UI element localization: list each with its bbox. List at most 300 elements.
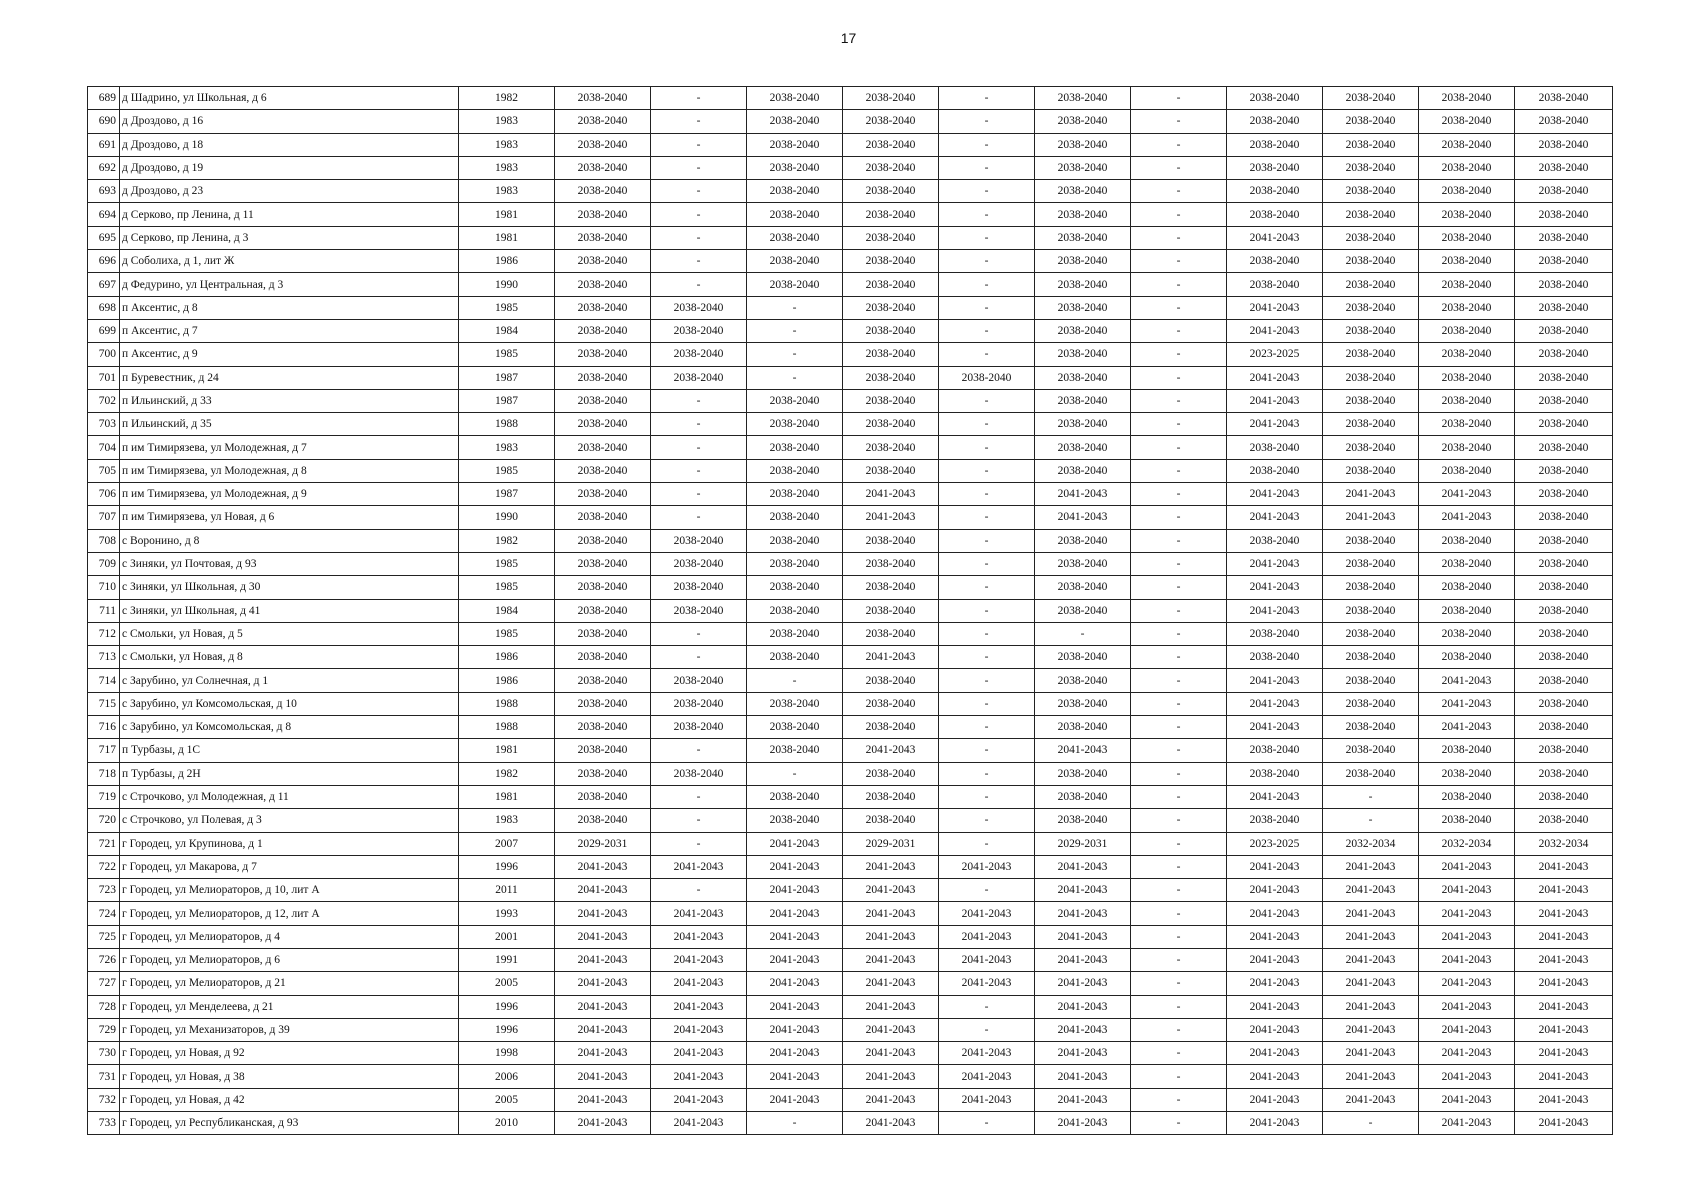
- table-row: [88, 180, 1613, 203]
- row-number-cell: 709: [88, 552, 120, 575]
- year-built-cell: 1983: [459, 436, 555, 459]
- date-col-11-cell: 2038-2040: [1515, 716, 1613, 739]
- date-col-5-cell: -: [939, 622, 1035, 645]
- date-col-4-cell: 2041-2043: [843, 972, 939, 995]
- date-col-2-cell: -: [651, 436, 747, 459]
- date-col-7-cell: -: [1131, 250, 1227, 273]
- date-col-10-cell: 2041-2043: [1419, 902, 1515, 925]
- page-number: 17: [840, 30, 857, 46]
- date-col-3-cell: -: [747, 296, 843, 319]
- address-cell: г Городец, ул Новая, д 38: [120, 1065, 459, 1088]
- date-col-6-cell: 2041-2043: [1035, 925, 1131, 948]
- date-col-4-cell: 2038-2040: [843, 319, 939, 342]
- row-number-cell: 733: [88, 1112, 120, 1135]
- date-col-1-cell: 2038-2040: [555, 599, 651, 622]
- year-built-cell: 1988: [459, 716, 555, 739]
- date-col-10-cell: 2038-2040: [1419, 296, 1515, 319]
- date-col-3-cell: 2038-2040: [747, 716, 843, 739]
- table-row: [88, 203, 1613, 226]
- date-col-5-cell: -: [939, 716, 1035, 739]
- date-col-3-cell: 2038-2040: [747, 436, 843, 459]
- row-number-cell: 691: [88, 133, 120, 156]
- date-col-11-cell: 2038-2040: [1515, 436, 1613, 459]
- row-number-cell: 731: [88, 1065, 120, 1088]
- date-col-7-cell: -: [1131, 319, 1227, 342]
- date-col-1-cell: 2038-2040: [555, 739, 651, 762]
- year-built-cell: 1983: [459, 110, 555, 133]
- date-col-3-cell: 2041-2043: [747, 948, 843, 971]
- schedule-table: [87, 86, 1613, 1135]
- table-row: [88, 1042, 1613, 1065]
- date-col-1-cell: 2038-2040: [555, 669, 651, 692]
- date-col-7-cell: -: [1131, 389, 1227, 412]
- date-col-5-cell: 2038-2040: [939, 366, 1035, 389]
- table-row: [88, 226, 1613, 249]
- table-row: [88, 110, 1613, 133]
- date-col-5-cell: -: [939, 226, 1035, 249]
- year-built-cell: 2007: [459, 832, 555, 855]
- year-built-cell: 1990: [459, 273, 555, 296]
- date-col-10-cell: 2041-2043: [1419, 972, 1515, 995]
- row-number-cell: 694: [88, 203, 120, 226]
- date-col-1-cell: 2038-2040: [555, 226, 651, 249]
- table-row: [88, 273, 1613, 296]
- date-col-6-cell: 2041-2043: [1035, 879, 1131, 902]
- date-col-3-cell: 2041-2043: [747, 855, 843, 878]
- year-built-cell: 1985: [459, 552, 555, 575]
- year-built-cell: 2006: [459, 1065, 555, 1088]
- row-number-cell: 717: [88, 739, 120, 762]
- date-col-4-cell: 2038-2040: [843, 762, 939, 785]
- date-col-9-cell: -: [1323, 785, 1419, 808]
- address-cell: с Строчково, ул Полевая, д 3: [120, 809, 459, 832]
- date-col-1-cell: 2041-2043: [555, 902, 651, 925]
- year-built-cell: 2005: [459, 1088, 555, 1111]
- date-col-7-cell: -: [1131, 785, 1227, 808]
- date-col-9-cell: 2041-2043: [1323, 1088, 1419, 1111]
- date-col-2-cell: 2038-2040: [651, 576, 747, 599]
- date-col-4-cell: 2041-2043: [843, 902, 939, 925]
- date-col-7-cell: -: [1131, 948, 1227, 971]
- date-col-2-cell: 2041-2043: [651, 972, 747, 995]
- date-col-3-cell: 2038-2040: [747, 180, 843, 203]
- date-col-10-cell: 2038-2040: [1419, 180, 1515, 203]
- address-cell: с Смольки, ул Новая, д 5: [120, 622, 459, 645]
- date-col-4-cell: 2038-2040: [843, 622, 939, 645]
- date-col-7-cell: -: [1131, 133, 1227, 156]
- date-col-9-cell: 2038-2040: [1323, 389, 1419, 412]
- table-row: [88, 459, 1613, 482]
- date-col-8-cell: 2038-2040: [1227, 646, 1323, 669]
- date-col-4-cell: 2038-2040: [843, 809, 939, 832]
- date-col-6-cell: 2038-2040: [1035, 413, 1131, 436]
- date-col-7-cell: -: [1131, 1112, 1227, 1135]
- address-cell: с Зарубино, ул Солнечная, д 1: [120, 669, 459, 692]
- date-col-7-cell: -: [1131, 925, 1227, 948]
- date-col-8-cell: 2041-2043: [1227, 226, 1323, 249]
- date-col-6-cell: 2038-2040: [1035, 576, 1131, 599]
- date-col-6-cell: 2038-2040: [1035, 110, 1131, 133]
- date-col-6-cell: 2038-2040: [1035, 203, 1131, 226]
- date-col-10-cell: 2041-2043: [1419, 1042, 1515, 1065]
- row-number-cell: 723: [88, 879, 120, 902]
- row-number-cell: 710: [88, 576, 120, 599]
- date-col-11-cell: 2038-2040: [1515, 273, 1613, 296]
- date-col-7-cell: -: [1131, 483, 1227, 506]
- date-col-8-cell: 2041-2043: [1227, 296, 1323, 319]
- date-col-6-cell: 2038-2040: [1035, 250, 1131, 273]
- date-col-7-cell: -: [1131, 692, 1227, 715]
- date-col-2-cell: 2038-2040: [651, 762, 747, 785]
- row-number-cell: 728: [88, 995, 120, 1018]
- date-col-7-cell: -: [1131, 156, 1227, 179]
- date-col-8-cell: 2038-2040: [1227, 110, 1323, 133]
- table-row: [88, 436, 1613, 459]
- date-col-9-cell: 2038-2040: [1323, 250, 1419, 273]
- table-row: [88, 762, 1613, 785]
- date-col-8-cell: 2041-2043: [1227, 785, 1323, 808]
- table-row: [88, 506, 1613, 529]
- date-col-1-cell: 2038-2040: [555, 389, 651, 412]
- date-col-2-cell: -: [651, 250, 747, 273]
- date-col-10-cell: 2038-2040: [1419, 250, 1515, 273]
- date-col-4-cell: 2041-2043: [843, 646, 939, 669]
- date-col-8-cell: 2041-2043: [1227, 902, 1323, 925]
- date-col-2-cell: -: [651, 506, 747, 529]
- date-col-11-cell: 2038-2040: [1515, 226, 1613, 249]
- date-col-1-cell: 2041-2043: [555, 1065, 651, 1088]
- date-col-3-cell: 2038-2040: [747, 692, 843, 715]
- date-col-10-cell: 2038-2040: [1419, 436, 1515, 459]
- date-col-9-cell: 2041-2043: [1323, 1018, 1419, 1041]
- date-col-9-cell: 2038-2040: [1323, 692, 1419, 715]
- date-col-4-cell: 2041-2043: [843, 739, 939, 762]
- date-col-5-cell: -: [939, 273, 1035, 296]
- row-number-cell: 704: [88, 436, 120, 459]
- date-col-2-cell: 2038-2040: [651, 716, 747, 739]
- date-col-9-cell: 2032-2034: [1323, 832, 1419, 855]
- year-built-cell: 1988: [459, 692, 555, 715]
- date-col-4-cell: 2029-2031: [843, 832, 939, 855]
- address-cell: п им Тимирязева, ул Молодежная, д 7: [120, 436, 459, 459]
- date-col-3-cell: 2038-2040: [747, 739, 843, 762]
- date-col-11-cell: 2041-2043: [1515, 902, 1613, 925]
- date-col-9-cell: 2038-2040: [1323, 576, 1419, 599]
- date-col-7-cell: -: [1131, 459, 1227, 482]
- date-col-5-cell: -: [939, 180, 1035, 203]
- date-col-2-cell: 2041-2043: [651, 925, 747, 948]
- date-col-3-cell: -: [747, 319, 843, 342]
- row-number-cell: 702: [88, 389, 120, 412]
- date-col-3-cell: 2041-2043: [747, 902, 843, 925]
- year-built-cell: 1990: [459, 506, 555, 529]
- table-row: [88, 1065, 1613, 1088]
- date-col-2-cell: -: [651, 180, 747, 203]
- date-col-1-cell: 2038-2040: [555, 762, 651, 785]
- date-col-5-cell: -: [939, 576, 1035, 599]
- date-col-11-cell: 2041-2043: [1515, 855, 1613, 878]
- address-cell: д Федурино, ул Центральная, д 3: [120, 273, 459, 296]
- date-col-4-cell: 2038-2040: [843, 599, 939, 622]
- date-col-4-cell: 2041-2043: [843, 506, 939, 529]
- date-col-1-cell: 2038-2040: [555, 622, 651, 645]
- date-col-1-cell: 2038-2040: [555, 366, 651, 389]
- date-col-3-cell: 2038-2040: [747, 203, 843, 226]
- date-col-3-cell: 2038-2040: [747, 110, 843, 133]
- address-cell: г Городец, ул Новая, д 42: [120, 1088, 459, 1111]
- date-col-4-cell: 2038-2040: [843, 203, 939, 226]
- date-col-3-cell: -: [747, 366, 843, 389]
- date-col-6-cell: 2038-2040: [1035, 156, 1131, 179]
- date-col-10-cell: 2038-2040: [1419, 226, 1515, 249]
- table-row: [88, 739, 1613, 762]
- address-cell: г Городец, ул Менделеева, д 21: [120, 995, 459, 1018]
- table-row: [88, 995, 1613, 1018]
- row-number-cell: 722: [88, 855, 120, 878]
- date-col-8-cell: 2038-2040: [1227, 529, 1323, 552]
- date-col-7-cell: -: [1131, 180, 1227, 203]
- date-col-7-cell: -: [1131, 1088, 1227, 1111]
- row-number-cell: 729: [88, 1018, 120, 1041]
- address-cell: п Аксентис, д 9: [120, 343, 459, 366]
- date-col-9-cell: 2041-2043: [1323, 879, 1419, 902]
- table-row: [88, 785, 1613, 808]
- table-row: [88, 133, 1613, 156]
- date-col-11-cell: 2038-2040: [1515, 599, 1613, 622]
- date-col-8-cell: 2038-2040: [1227, 273, 1323, 296]
- date-col-3-cell: -: [747, 762, 843, 785]
- date-col-10-cell: 2041-2043: [1419, 1018, 1515, 1041]
- date-col-7-cell: -: [1131, 436, 1227, 459]
- date-col-9-cell: 2038-2040: [1323, 716, 1419, 739]
- date-col-6-cell: 2038-2040: [1035, 599, 1131, 622]
- date-col-8-cell: 2038-2040: [1227, 156, 1323, 179]
- date-col-10-cell: 2032-2034: [1419, 832, 1515, 855]
- year-built-cell: 2001: [459, 925, 555, 948]
- date-col-1-cell: 2038-2040: [555, 87, 651, 110]
- date-col-5-cell: -: [939, 809, 1035, 832]
- date-col-3-cell: 2038-2040: [747, 156, 843, 179]
- address-cell: п Ильинский, д 33: [120, 389, 459, 412]
- date-col-5-cell: -: [939, 319, 1035, 342]
- date-col-2-cell: 2038-2040: [651, 343, 747, 366]
- year-built-cell: 1982: [459, 87, 555, 110]
- year-built-cell: 1981: [459, 785, 555, 808]
- date-col-11-cell: 2038-2040: [1515, 180, 1613, 203]
- date-col-2-cell: -: [651, 483, 747, 506]
- date-col-2-cell: 2041-2043: [651, 948, 747, 971]
- date-col-8-cell: 2041-2043: [1227, 879, 1323, 902]
- date-col-8-cell: 2041-2043: [1227, 576, 1323, 599]
- date-col-10-cell: 2038-2040: [1419, 809, 1515, 832]
- date-col-3-cell: -: [747, 343, 843, 366]
- year-built-cell: 2010: [459, 1112, 555, 1135]
- date-col-11-cell: 2038-2040: [1515, 110, 1613, 133]
- row-number-cell: 714: [88, 669, 120, 692]
- year-built-cell: 1993: [459, 902, 555, 925]
- date-col-3-cell: 2041-2043: [747, 1042, 843, 1065]
- date-col-1-cell: 2041-2043: [555, 972, 651, 995]
- date-col-2-cell: -: [651, 622, 747, 645]
- date-col-6-cell: 2038-2040: [1035, 87, 1131, 110]
- address-cell: д Дроздово, д 18: [120, 133, 459, 156]
- date-col-9-cell: 2038-2040: [1323, 180, 1419, 203]
- date-col-11-cell: 2038-2040: [1515, 646, 1613, 669]
- date-col-1-cell: 2038-2040: [555, 203, 651, 226]
- row-number-cell: 720: [88, 809, 120, 832]
- date-col-9-cell: 2041-2043: [1323, 995, 1419, 1018]
- date-col-1-cell: 2038-2040: [555, 483, 651, 506]
- date-col-10-cell: 2038-2040: [1419, 459, 1515, 482]
- address-cell: г Городец, ул Мелиораторов, д 4: [120, 925, 459, 948]
- date-col-6-cell: 2041-2043: [1035, 1112, 1131, 1135]
- date-col-7-cell: -: [1131, 87, 1227, 110]
- date-col-6-cell: 2038-2040: [1035, 529, 1131, 552]
- row-number-cell: 726: [88, 948, 120, 971]
- year-built-cell: 1985: [459, 296, 555, 319]
- date-col-5-cell: -: [939, 879, 1035, 902]
- date-col-6-cell: 2041-2043: [1035, 995, 1131, 1018]
- date-col-1-cell: 2038-2040: [555, 529, 651, 552]
- date-col-1-cell: 2041-2043: [555, 1018, 651, 1041]
- address-cell: п Буревестник, д 24: [120, 366, 459, 389]
- row-number-cell: 692: [88, 156, 120, 179]
- table-row: [88, 646, 1613, 669]
- date-col-7-cell: -: [1131, 1018, 1227, 1041]
- address-cell: п им Тимирязева, ул Молодежная, д 9: [120, 483, 459, 506]
- date-col-2-cell: -: [651, 156, 747, 179]
- date-col-9-cell: 2038-2040: [1323, 762, 1419, 785]
- date-col-10-cell: 2041-2043: [1419, 1088, 1515, 1111]
- date-col-10-cell: 2041-2043: [1419, 925, 1515, 948]
- date-col-6-cell: 2038-2040: [1035, 809, 1131, 832]
- date-col-11-cell: 2038-2040: [1515, 459, 1613, 482]
- date-col-4-cell: 2041-2043: [843, 879, 939, 902]
- date-col-5-cell: -: [939, 529, 1035, 552]
- date-col-2-cell: 2038-2040: [651, 669, 747, 692]
- date-col-9-cell: 2038-2040: [1323, 156, 1419, 179]
- year-built-cell: 1985: [459, 459, 555, 482]
- date-col-10-cell: 2038-2040: [1419, 622, 1515, 645]
- date-col-9-cell: 2038-2040: [1323, 646, 1419, 669]
- table-row: [88, 529, 1613, 552]
- date-col-4-cell: 2038-2040: [843, 180, 939, 203]
- date-col-10-cell: 2041-2043: [1419, 1112, 1515, 1135]
- date-col-11-cell: 2041-2043: [1515, 925, 1613, 948]
- date-col-10-cell: 2041-2043: [1419, 879, 1515, 902]
- date-col-7-cell: -: [1131, 622, 1227, 645]
- date-col-2-cell: -: [651, 87, 747, 110]
- table-row: [88, 832, 1613, 855]
- date-col-1-cell: 2038-2040: [555, 156, 651, 179]
- row-number-cell: 725: [88, 925, 120, 948]
- date-col-2-cell: 2041-2043: [651, 1042, 747, 1065]
- row-number-cell: 727: [88, 972, 120, 995]
- date-col-11-cell: 2038-2040: [1515, 250, 1613, 273]
- date-col-11-cell: 2038-2040: [1515, 762, 1613, 785]
- date-col-11-cell: 2038-2040: [1515, 87, 1613, 110]
- address-cell: г Городец, ул Крупинова, д 1: [120, 832, 459, 855]
- date-col-11-cell: 2038-2040: [1515, 739, 1613, 762]
- date-col-6-cell: 2038-2040: [1035, 692, 1131, 715]
- date-col-9-cell: 2038-2040: [1323, 413, 1419, 436]
- date-col-9-cell: 2038-2040: [1323, 226, 1419, 249]
- date-col-9-cell: 2038-2040: [1323, 87, 1419, 110]
- date-col-10-cell: 2041-2043: [1419, 506, 1515, 529]
- address-cell: п Аксентис, д 8: [120, 296, 459, 319]
- date-col-9-cell: -: [1323, 1112, 1419, 1135]
- address-cell: с Смольки, ул Новая, д 8: [120, 646, 459, 669]
- row-number-cell: 689: [88, 87, 120, 110]
- date-col-1-cell: 2041-2043: [555, 1088, 651, 1111]
- date-col-7-cell: -: [1131, 576, 1227, 599]
- row-number-cell: 732: [88, 1088, 120, 1111]
- address-cell: г Городец, ул Мелиораторов, д 10, лит А: [120, 879, 459, 902]
- date-col-2-cell: -: [651, 110, 747, 133]
- date-col-10-cell: 2038-2040: [1419, 762, 1515, 785]
- date-col-5-cell: 2041-2043: [939, 972, 1035, 995]
- date-col-6-cell: 2038-2040: [1035, 716, 1131, 739]
- date-col-3-cell: 2038-2040: [747, 226, 843, 249]
- date-col-8-cell: 2041-2043: [1227, 413, 1323, 436]
- date-col-11-cell: 2041-2043: [1515, 1018, 1613, 1041]
- date-col-11-cell: 2038-2040: [1515, 296, 1613, 319]
- table-row: [88, 156, 1613, 179]
- year-built-cell: 1987: [459, 389, 555, 412]
- date-col-5-cell: -: [939, 739, 1035, 762]
- date-col-9-cell: 2041-2043: [1323, 972, 1419, 995]
- row-number-cell: 719: [88, 785, 120, 808]
- date-col-8-cell: 2041-2043: [1227, 669, 1323, 692]
- date-col-9-cell: 2038-2040: [1323, 343, 1419, 366]
- row-number-cell: 724: [88, 902, 120, 925]
- date-col-4-cell: 2038-2040: [843, 389, 939, 412]
- date-col-1-cell: 2038-2040: [555, 343, 651, 366]
- date-col-9-cell: 2041-2043: [1323, 483, 1419, 506]
- date-col-11-cell: 2038-2040: [1515, 203, 1613, 226]
- row-number-cell: 693: [88, 180, 120, 203]
- date-col-5-cell: -: [939, 552, 1035, 575]
- row-number-cell: 698: [88, 296, 120, 319]
- date-col-8-cell: 2041-2043: [1227, 995, 1323, 1018]
- date-col-7-cell: -: [1131, 902, 1227, 925]
- date-col-2-cell: 2038-2040: [651, 366, 747, 389]
- date-col-11-cell: 2038-2040: [1515, 576, 1613, 599]
- date-col-6-cell: 2041-2043: [1035, 506, 1131, 529]
- date-col-5-cell: 2041-2043: [939, 902, 1035, 925]
- year-built-cell: 1988: [459, 413, 555, 436]
- date-col-7-cell: -: [1131, 226, 1227, 249]
- date-col-4-cell: 2038-2040: [843, 785, 939, 808]
- row-number-cell: 695: [88, 226, 120, 249]
- date-col-9-cell: 2038-2040: [1323, 110, 1419, 133]
- date-col-5-cell: -: [939, 203, 1035, 226]
- date-col-4-cell: 2038-2040: [843, 692, 939, 715]
- date-col-2-cell: 2038-2040: [651, 296, 747, 319]
- date-col-4-cell: 2038-2040: [843, 133, 939, 156]
- year-built-cell: 2011: [459, 879, 555, 902]
- address-cell: п Турбазы, д 1С: [120, 739, 459, 762]
- table-row: [88, 692, 1613, 715]
- date-col-5-cell: -: [939, 156, 1035, 179]
- date-col-6-cell: 2041-2043: [1035, 972, 1131, 995]
- date-col-3-cell: 2038-2040: [747, 646, 843, 669]
- date-col-6-cell: 2038-2040: [1035, 273, 1131, 296]
- table-row: [88, 669, 1613, 692]
- address-cell: д Серково, пр Ленина, д 11: [120, 203, 459, 226]
- row-number-cell: 707: [88, 506, 120, 529]
- date-col-3-cell: 2038-2040: [747, 785, 843, 808]
